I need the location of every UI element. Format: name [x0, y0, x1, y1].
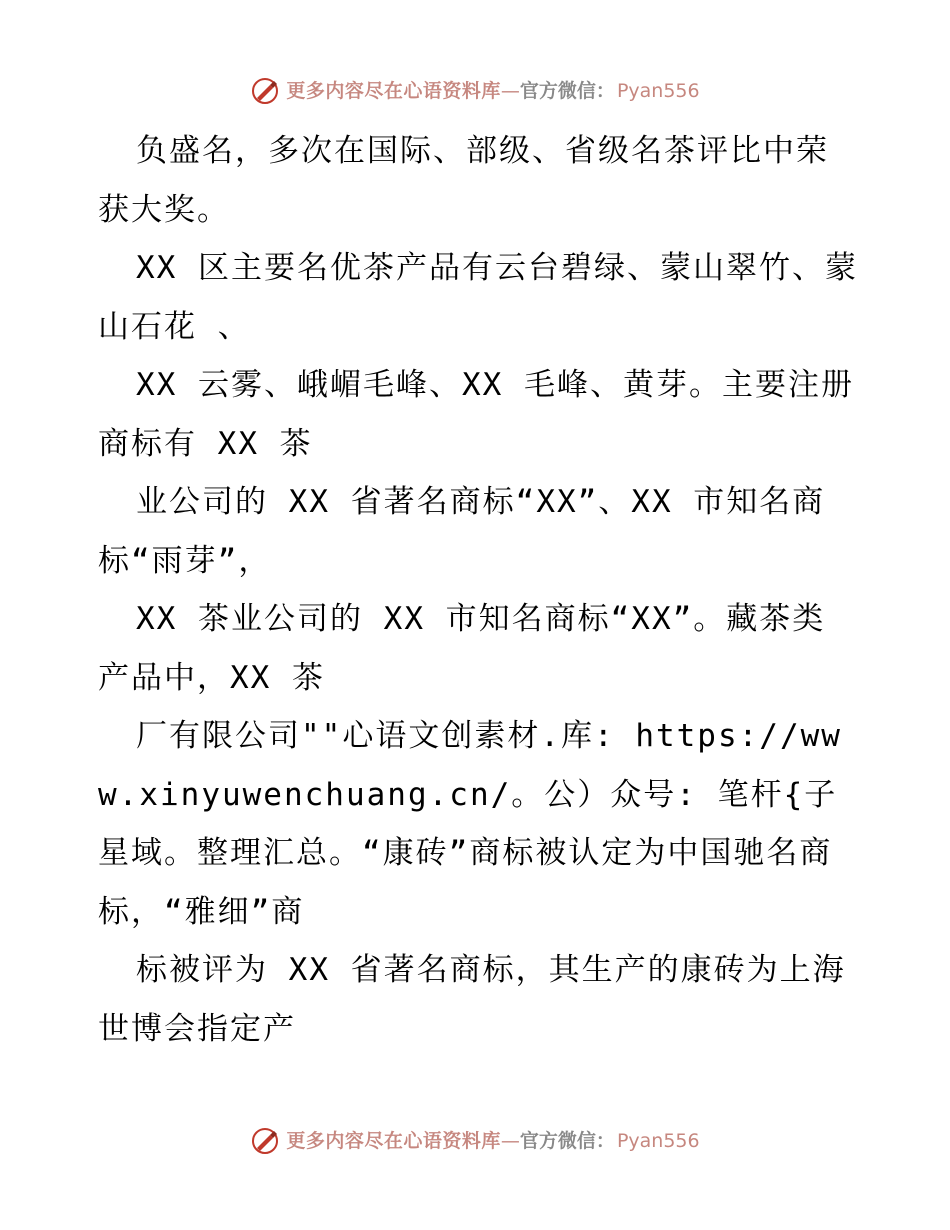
- paragraph-4: 业公司的 XX 省著名商标“XX”、XX 市知名商标“雨芽”，: [98, 484, 826, 579]
- footer-wechat-label: 官方微信：: [519, 1130, 615, 1152]
- paragraph-6: 厂有限公司""心语文创素材.库: https://www.xinyuwenchuang.cn/。公）众号: 笔杆{子星域。整理汇总。“康砖”商标被认定为中国驰名商标，“雅细”商: [98, 718, 842, 930]
- footer-banner: [0, 1126, 950, 1156]
- paragraph-7: 标被评为 XX 省著名商标，其生产的康砖为上海世博会指定产: [98, 952, 846, 1047]
- header-banner: [0, 76, 950, 106]
- pen-nib-circle-icon: [250, 1126, 280, 1156]
- paragraph-1: 负盛名，多次在国际、部级、省级名茶评比中荣获大奖。: [98, 133, 829, 228]
- pen-nib-circle-icon: [250, 76, 280, 106]
- document-body: [98, 122, 858, 1058]
- wechat-id: Pyan556: [616, 80, 700, 102]
- paragraph-3: XX 云雾、峨嵋毛峰、XX 毛峰、黄芽。主要注册商标有 XX 茶: [98, 367, 854, 462]
- banner-dash: —: [500, 80, 520, 102]
- footer-banner-dash: —: [500, 1130, 520, 1152]
- banner-title: 更多内容尽在心语资料库: [286, 80, 501, 102]
- wechat-label: 官方微信：: [519, 80, 615, 102]
- paragraph-5: XX 茶业公司的 XX 市知名商标“XX”。藏茶类产品中，XX 茶: [98, 601, 826, 696]
- paragraph-2: XX 区主要名优茶产品有云台碧绿、蒙山翠竹、蒙山石花 、: [98, 250, 858, 345]
- footer-wechat-id: Pyan556: [616, 1130, 700, 1152]
- footer-banner-title: 更多内容尽在心语资料库: [286, 1130, 501, 1152]
